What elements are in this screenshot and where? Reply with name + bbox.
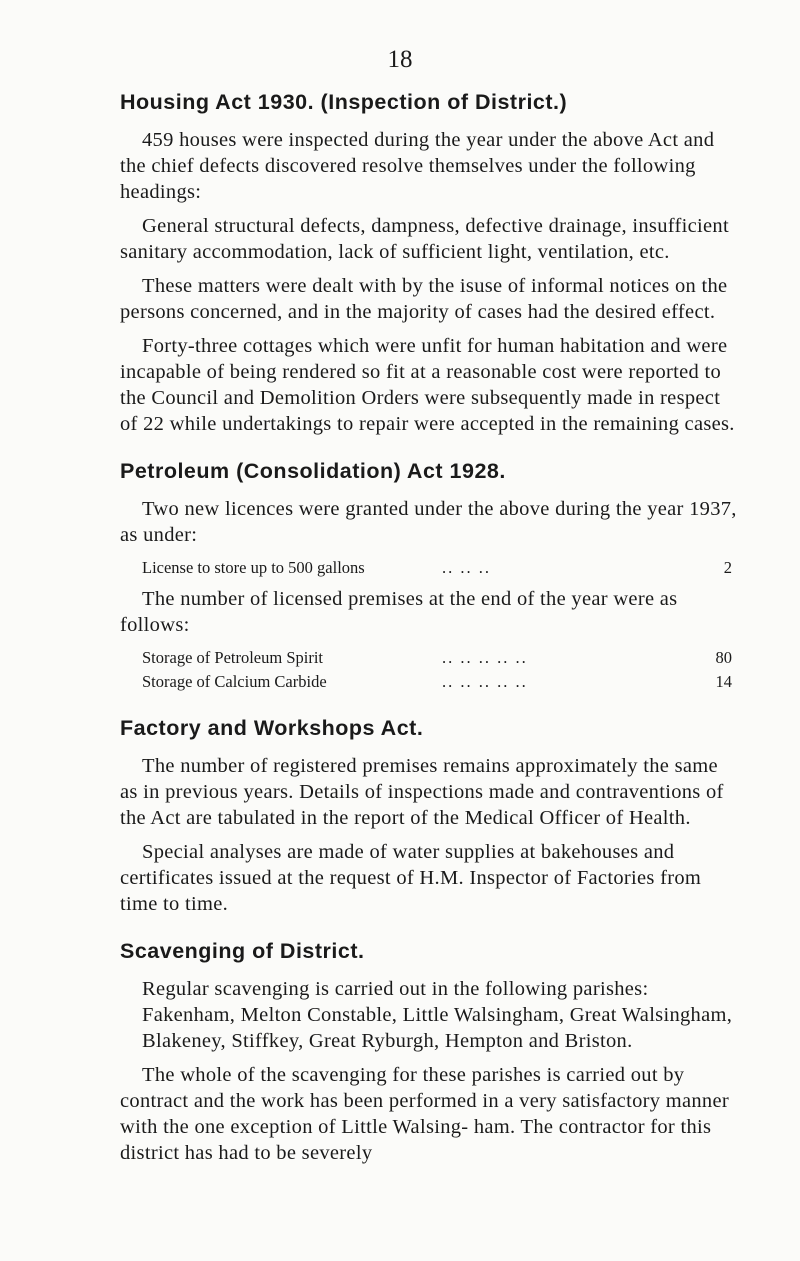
leader-dots: .. .. ..: [442, 558, 491, 577]
paragraph: Regular scavenging is carried out in the following parishes:: [142, 978, 649, 1000]
row-value: 2: [723, 558, 732, 577]
paragraph: 459 houses were inspected during the year under the above Act and the chief defects discovered resolve themselves under the following headings:: [120, 129, 715, 203]
paragraph: The number of licensed premises at the end of the year were as follows:: [120, 588, 678, 636]
leader-dots: .. .. .. .. ..: [442, 648, 528, 667]
row-value: 14: [715, 672, 732, 691]
page-content: [120, 90, 740, 1188]
paragraph: The number of registered premises remains approximately the same as in previous years. Details of inspections made and contraventions of the Act are tabulated in the report of the Medical Officer of Health.: [120, 755, 724, 829]
paragraph: These matters were dealt with by the isuse of informal notices on the persons concerned, and in the majority of cases had the desired effect.: [120, 275, 728, 323]
row-label: Storage of Petroleum Spirit: [142, 648, 324, 667]
page-number: 18: [387, 46, 413, 73]
section-heading: Housing Act 1930. (Inspection of District.): [120, 90, 568, 114]
paragraph: General structural defects, dampness, defective drainage, insufficient sanitary accommodation, lack of sufficient light, ventilation, etc.: [120, 215, 729, 263]
list-item: [142, 646, 732, 670]
row-value: 80: [715, 648, 732, 667]
section-housing-act: [120, 90, 740, 437]
row-label: Storage of Calcium Carbide: [142, 672, 327, 691]
section-heading: Factory and Workshops Act.: [120, 716, 424, 740]
row-label: License to store up to 500 gallons: [142, 558, 365, 577]
premises-list: [120, 646, 740, 694]
section-heading: Petroleum (Consolidation) Act 1928.: [120, 459, 506, 483]
licence-list: [120, 556, 740, 580]
section-heading: Scavenging of District.: [120, 939, 365, 963]
section-petroleum-act: [120, 459, 740, 694]
leader-dots: .. .. .. .. ..: [442, 672, 528, 691]
paragraph: Special analyses are made of water supplies at bakehouses and certificates issued at the request of H.M. Inspector of Factories from time to time.: [120, 841, 702, 915]
paragraph: The whole of the scavenging for these parishes is carried out by contract and the work has been performed in a very satisfactory manner with the one exception of Little Walsing- ham. The contractor for this district has had to be severely: [120, 1064, 729, 1164]
paragraph: Fakenham, Melton Constable, Little Walsingham, Great Walsingham, Blakeney, Stiffkey, Great Ryburgh, Hempton and Briston.: [142, 1004, 733, 1052]
paragraph: Forty-three cottages which were unfit for human habitation and were incapable of being rendered so fit at a reasonable cost were reported to the Council and Demolition Orders were subsequently made in respect of 22 while undertakings to repair were accepted in the remaining cases.: [120, 335, 735, 435]
section-scavenging: [120, 939, 740, 1166]
paragraph: Two new licences were granted under the above during the year 1937, as under:: [120, 498, 737, 546]
list-item: [142, 556, 732, 580]
section-factory-act: [120, 716, 740, 917]
list-item: [142, 670, 732, 694]
